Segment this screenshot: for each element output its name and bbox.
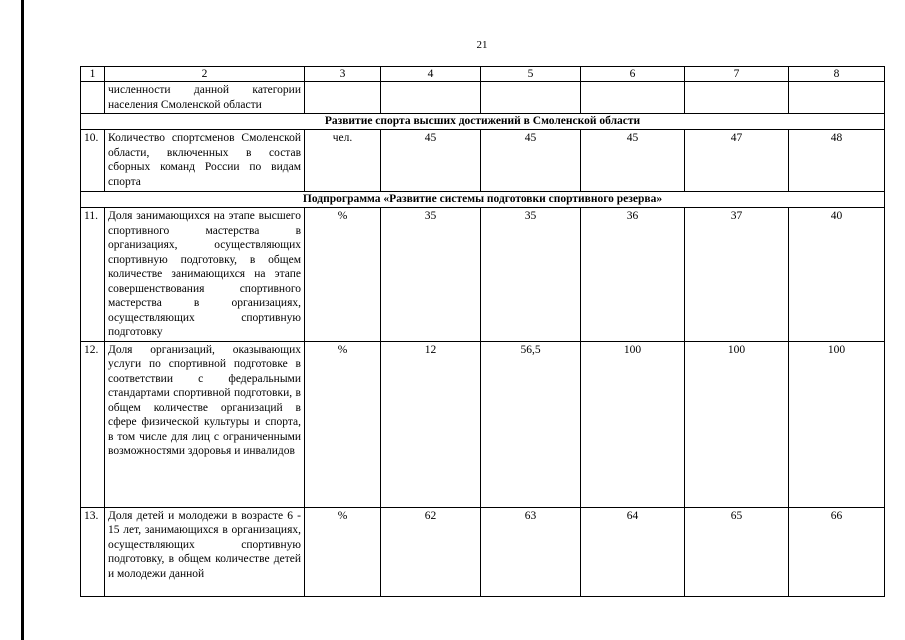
column-number: 1	[81, 67, 105, 82]
indicator-description: Доля организаций, оказывающих услуги по спортивной подготовке в соответствии с федеральными стандартами спортивной подготовки, в общем количестве организаций в сфере физической культуры и спорта, в том числе для лиц с ограниченными возможностями здоровья и инвалидов	[105, 341, 305, 507]
value-cell: 45	[581, 130, 685, 192]
value-cell: 64	[581, 507, 685, 596]
section-row	[81, 192, 885, 208]
row-number: 13.	[81, 507, 105, 596]
column-number: 4	[381, 67, 481, 82]
row-number: 10.	[81, 130, 105, 192]
value-cell: 65	[685, 507, 789, 596]
indicator-description: Доля детей и молодежи в возрасте 6 - 15 лет, занимающихся в организациях, осуществляющих спортивную подготовку, в общем количестве детей и молодежи данной	[105, 507, 305, 596]
value-cell: 40	[789, 208, 885, 342]
value-cell: 45	[481, 130, 581, 192]
row-number: 11.	[81, 208, 105, 342]
column-number: 6	[581, 67, 685, 82]
unit-cell: %	[305, 341, 381, 507]
left-margin-rule	[21, 0, 24, 640]
unit-cell: чел.	[305, 130, 381, 192]
indicator-description: численности данной категории населения Смоленской области	[105, 82, 305, 114]
unit-cell: %	[305, 208, 381, 342]
value-cell: 45	[381, 130, 481, 192]
indicators-table	[80, 66, 885, 597]
value-cell: 56,5	[481, 341, 581, 507]
row-number	[81, 82, 105, 114]
section-heading: Развитие спорта высших достижений в Смоленской области	[81, 114, 885, 130]
value-cell: 12	[381, 341, 481, 507]
unit-cell: %	[305, 507, 381, 596]
value-cell	[581, 82, 685, 114]
value-cell: 66	[789, 507, 885, 596]
column-number-row	[81, 67, 885, 82]
value-cell: 63	[481, 507, 581, 596]
table-row	[81, 341, 885, 507]
value-cell	[789, 82, 885, 114]
column-number: 3	[305, 67, 381, 82]
column-number: 7	[685, 67, 789, 82]
value-cell	[481, 82, 581, 114]
section-heading: Подпрограмма «Развитие системы подготовки спортивного резерва»	[81, 192, 885, 208]
value-cell: 48	[789, 130, 885, 192]
value-cell: 37	[685, 208, 789, 342]
column-number: 8	[789, 67, 885, 82]
indicator-description: Количество спортсменов Смоленской области, включенных в состав сборных команд России по видам спорта	[105, 130, 305, 192]
value-cell: 100	[581, 341, 685, 507]
table-row	[81, 82, 885, 114]
value-cell: 100	[685, 341, 789, 507]
value-cell: 35	[481, 208, 581, 342]
indicator-description: Доля занимающихся на этапе высшего спортивного мастерства в организациях, осуществляющих спортивную подготовку, в общем количестве занимающихся на этапе совершенствования спортивного мастерства в организациях, осуществляющих спортивную подготовку	[105, 208, 305, 342]
unit-cell	[305, 82, 381, 114]
table-row	[81, 208, 885, 342]
value-cell: 36	[581, 208, 685, 342]
value-cell: 47	[685, 130, 789, 192]
page-number: 21	[476, 39, 488, 51]
value-cell	[381, 82, 481, 114]
value-cell	[685, 82, 789, 114]
value-cell: 35	[381, 208, 481, 342]
column-number: 2	[105, 67, 305, 82]
value-cell: 62	[381, 507, 481, 596]
row-number: 12.	[81, 341, 105, 507]
value-cell: 100	[789, 341, 885, 507]
table-row	[81, 507, 885, 596]
table-row	[81, 130, 885, 192]
column-number: 5	[481, 67, 581, 82]
section-row	[81, 114, 885, 130]
